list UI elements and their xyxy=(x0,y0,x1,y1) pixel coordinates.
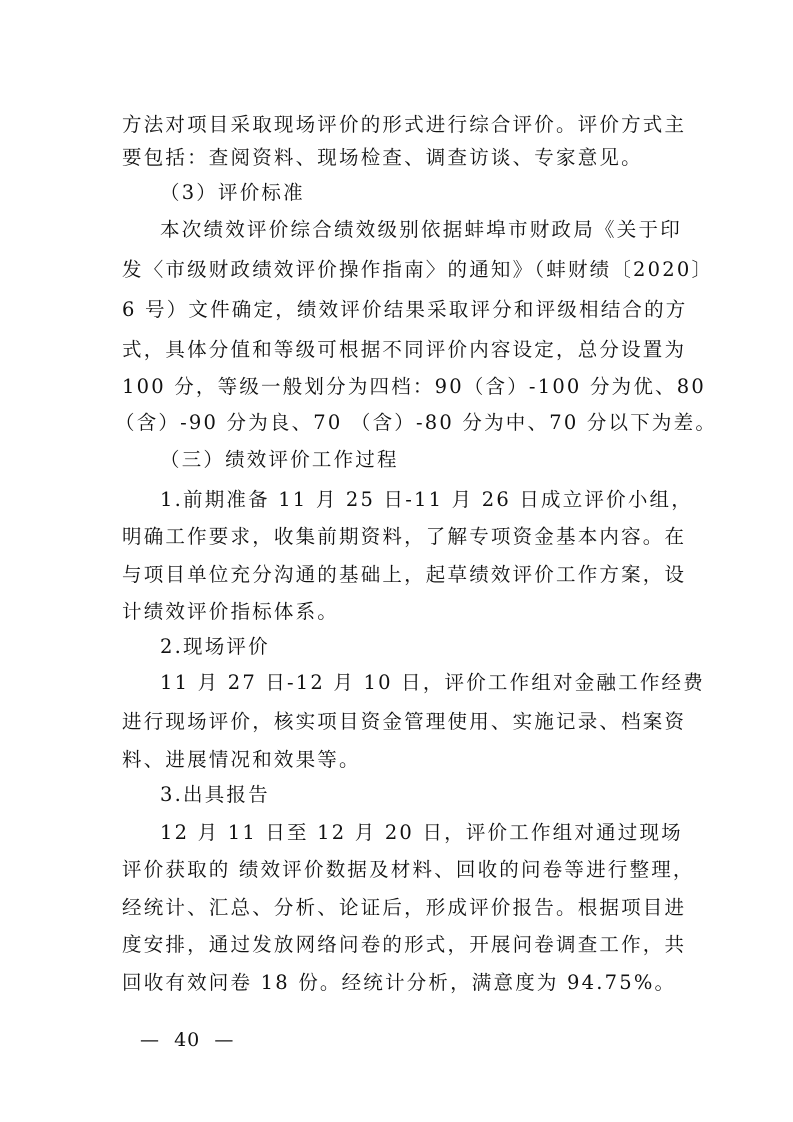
body-line: 进行现场评价，核实项目资金管理使用、实施记录、档案资 xyxy=(122,710,687,733)
body-line: 12 月 11 日至 12 月 20 日，评价工作组对通过现场 xyxy=(160,821,683,844)
body-line: 本次绩效评价综合绩效级别依据蚌埠市财政局《关于印 xyxy=(160,218,682,241)
body-line: 与项目单位充分沟通的基础上，起草绩效评价工作方案，设 xyxy=(122,563,687,586)
body-line: 明确工作要求，收集前期资料，了解专项资金基本内容。在 xyxy=(122,525,687,548)
section-heading: （三）绩效评价工作过程 xyxy=(160,448,399,471)
body-line: 100 分，等级一般划分为四档：90（含）-100 分为优、80 xyxy=(122,375,706,398)
body-line: 要包括：查阅资料、现场检查、调查访谈、专家意见。 xyxy=(122,146,643,169)
body-line: 6 号）文件确定，绩效评价结果采取评分和评级相结合的方 xyxy=(122,298,688,321)
body-line: 料、进展情况和效果等。 xyxy=(122,748,361,771)
section-heading: 2.现场评价 xyxy=(160,635,270,658)
body-line: 方法对项目采取现场评价的形式进行综合评价。评价方式主 xyxy=(122,113,687,136)
body-line: 计绩效评价指标体系。 xyxy=(122,600,340,623)
body-line: 经统计、汇总、分析、论证后，形成评价报告。根据项目进 xyxy=(122,896,687,919)
body-line: 1.前期准备 11 月 25 日-11 月 26 日成立评价小组， xyxy=(160,488,693,511)
body-line: 11 月 27 日-12 月 10 日，评价工作组对金融工作经费 xyxy=(160,671,705,694)
body-line: 式，具体分值和等级可根据不同评价内容设定，总分设置为 xyxy=(122,338,687,361)
section-heading: 3.出具报告 xyxy=(160,783,270,806)
body-line: 度安排，通过发放网络问卷的形式，开展问卷调查工作，共 xyxy=(122,933,687,956)
page-number: — 40 — xyxy=(140,1029,235,1051)
body-line: 回收有效问卷 18 份。经统计分析，满意度为 94.75%。 xyxy=(122,971,677,994)
section-heading: （3）评价标准 xyxy=(160,181,305,204)
body-line: 评价获取的 绩效评价数据及材料、回收的问卷等进行整理， xyxy=(122,858,695,881)
body-line: （含）-90 分为良、70 （含）-80 分为中、70 分以下为差。 xyxy=(115,411,718,434)
body-line: 发〈市级财政绩效评价操作指南〉的通知》（蚌财绩〔2020〕 xyxy=(122,258,714,281)
